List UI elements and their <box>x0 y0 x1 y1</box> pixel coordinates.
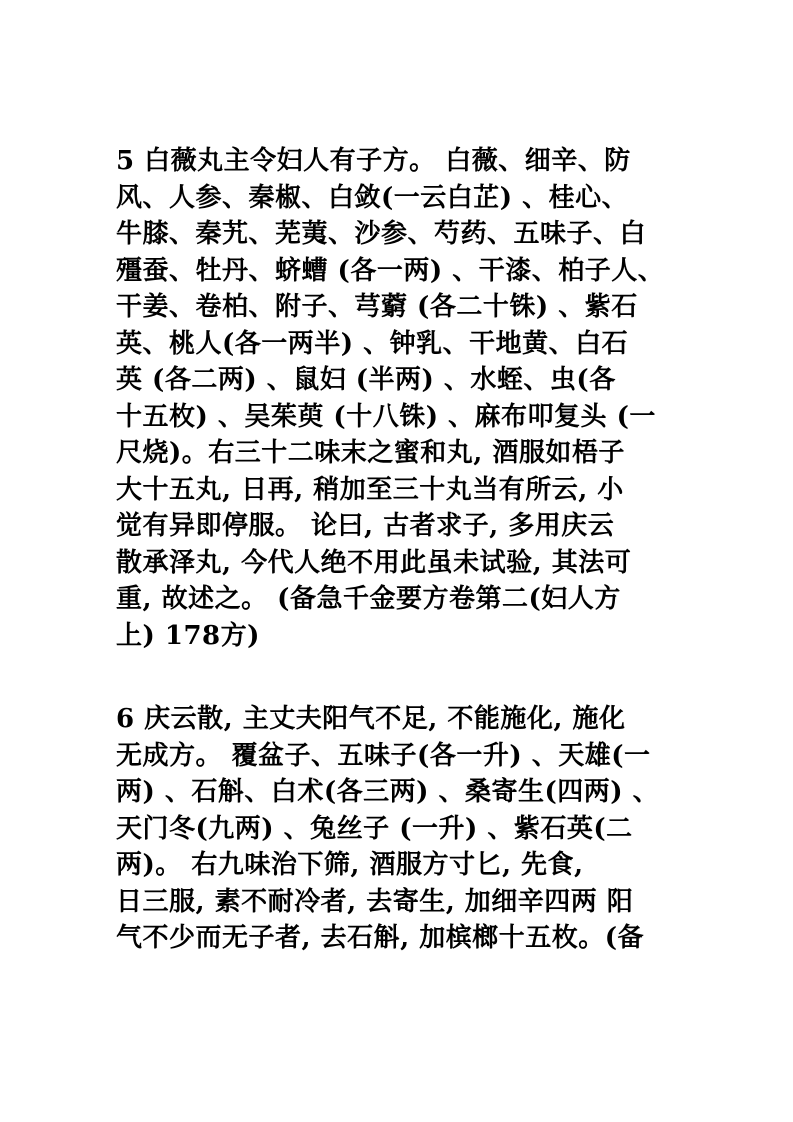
text-line: 气不少而无子者, 去石斛, 加槟榔十五枚。(备 <box>116 923 645 953</box>
text-line: 5 白薇丸主令妇人有子方。 白薇、细辛、防 <box>116 146 631 176</box>
text-line: 大十五丸, 日再, 稍加至三十丸当有所云, 小 <box>116 474 624 505</box>
text-line: 风、人参、秦椒、白敛(一云白芷) 、桂心、 <box>116 182 629 213</box>
text-line: 觉有异即停服。 论曰, 古者求子, 多用庆云 <box>116 511 615 541</box>
text-line: 殭蚕、牡丹、蛴螬 (各一两) 、干漆、柏子人、 <box>116 255 665 286</box>
text-line: 两) 、石斛、白术(各三两) 、桑寄生(四两) 、 <box>116 777 660 807</box>
text-line: 牛膝、秦艽、芜荑、沙参、芍药、五味子、白 <box>116 219 647 249</box>
text-line: 英、桃人(各一两半) 、钟乳、干地黄、白石 <box>116 328 629 359</box>
text-line: 日三服, 素不耐冷者, 去寄生, 加细辛四两 阳 <box>116 886 634 917</box>
text-line: 6 庆云散, 主丈夫阳气不足, 不能施化, 施化 <box>116 704 626 734</box>
entry-6-paragraph <box>116 701 686 957</box>
text-line: 上) 178方) <box>116 620 260 651</box>
text-line: 散承泽丸, 今代人绝不用此虽未试验, 其法可 <box>116 547 632 578</box>
text-line: 十五枚) 、吴茱萸 (十八铢) 、麻布叩复头 (一 <box>116 401 656 432</box>
text-line: 无成方。 覆盆子、五味子(各一升) 、天雄(一 <box>116 740 651 771</box>
text-line: 尺烧)。右三十二味末之蜜和丸, 酒服如梧子 <box>116 438 625 468</box>
text-line: 重, 故述之。 (备急千金要方卷第二(妇人方 <box>116 584 621 614</box>
text-line: 两)。 右九味治下筛, 酒服方寸匕, 先食, <box>116 850 584 880</box>
text-line: 英 (各二两) 、鼠妇 (半两) 、水蛭、虫(各 <box>116 365 616 395</box>
text-line: 天门冬(九两) 、兔丝子 (一升) 、紫石英(二 <box>116 813 633 844</box>
text-line: 干姜、卷柏、附子、芎藭 (各二十铢) 、紫石 <box>116 292 638 322</box>
entry-5-paragraph <box>116 143 686 654</box>
